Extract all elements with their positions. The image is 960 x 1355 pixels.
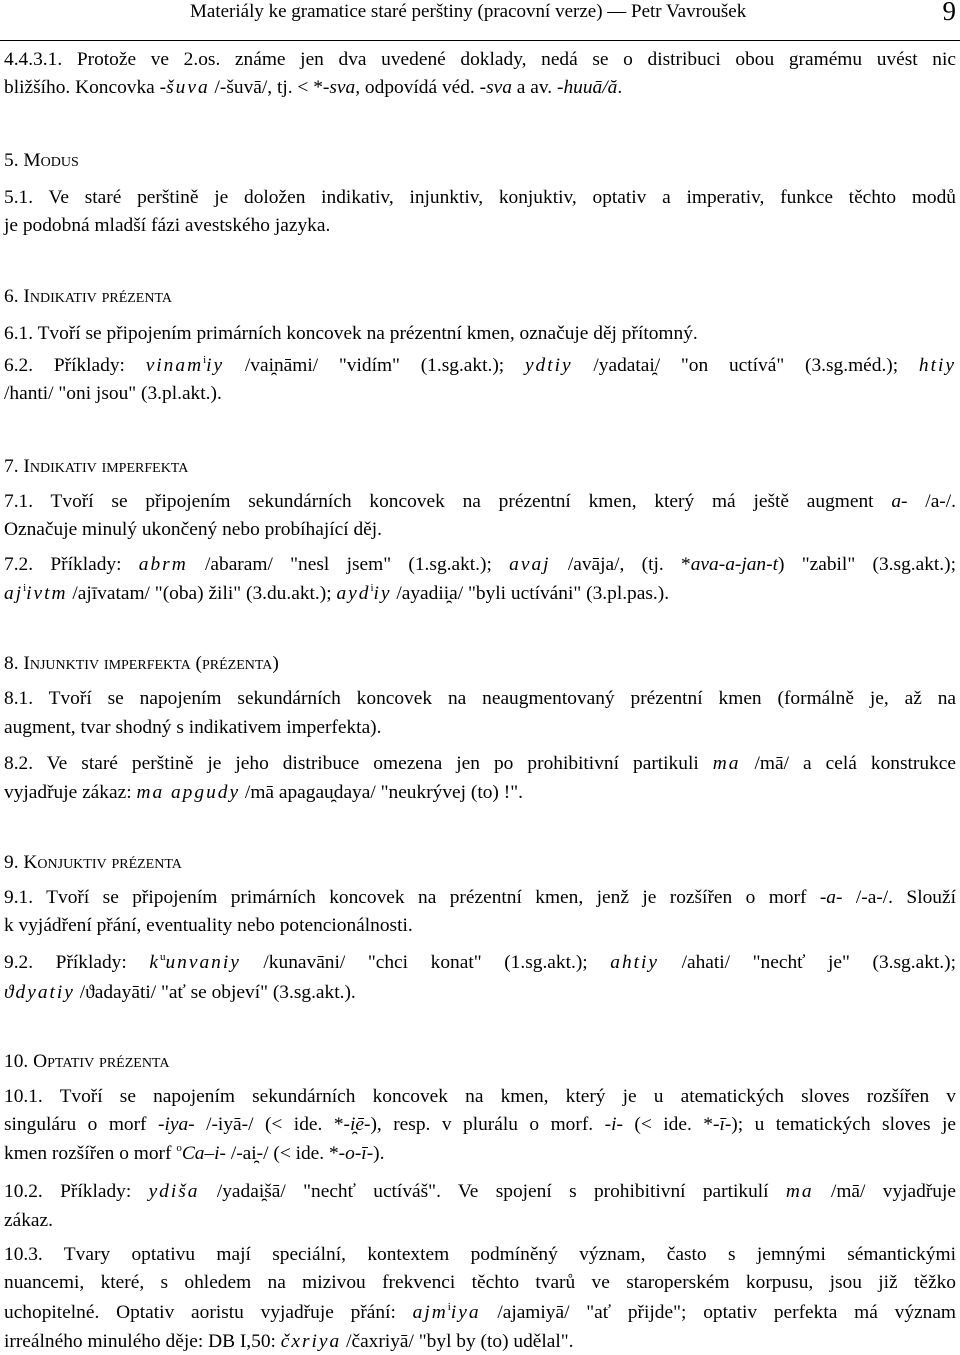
page-number: 9 (942, 0, 956, 26)
paragraph-9-1-line-1: 9.1. Tvoří se připojením primárních koncovek na prézentní kmen, jenž je rozšířen o morf -a- /-a-/. Slouží (4, 887, 956, 908)
paragraph-7-1-line-1: 7.1. Tvoří se připojením sekundárních koncovek na prézentní kmen, který má ještě augment a- /a-/. (4, 491, 956, 512)
paragraph-10-1-line-3: kmen rozšířen o morf $^o$Ca–i- /-ai̯-/ (< ide. *-o-ī-). (4, 1142, 385, 1164)
paragraph-10-3-line-4: irreálného minulého děje: DB I,50: čxriya /čaxriyā/ "byl by (to) udělal". (4, 1331, 574, 1352)
section-heading-8: 8. Injunktiv imperfekta (prézenta) (4, 653, 279, 674)
paragraph-10-3-line-1: 10.3. Tvary optativu mají speciální, kontextem podmíněný význam, často s jemnými sémantickými (4, 1244, 956, 1265)
paragraph-10-2-line-2: zákaz. (4, 1210, 53, 1231)
paragraph-10-3-line-2: nuancemi, které, s ohledem na mizivou frekvenci těchto tvarů ve staroperském korpusu, jsou již těžko (4, 1272, 956, 1293)
paragraph-4-4-3-1-line-1: 4.4.3.1. Protože ve 2.os. známe jen dva uvedené doklady, nedá se o distribuci obou gramému uvést nic (4, 49, 956, 70)
section-heading-6: 6. Indikativ prézenta (4, 286, 173, 307)
running-header (0, 0, 960, 41)
section-heading-10: 10. Optativ prézenta (4, 1051, 170, 1072)
paragraph-8-2-line-2: vyjadřuje zákaz: ma apgudy /mā apagau̯daya/ "neukrývej (to) !". (4, 782, 523, 803)
paragraph-9-2-line-1: 9.2. Příklady: $k^uunvaniy$ /kunavāni/ "chci konat" (1.sg.akt.); ahtiy /ahati/ "nechť je" (3.sg.akt.); (4, 951, 956, 973)
paragraph-10-1-line-2: singuláru o morf -iya- /-iyā-/ (< ide. *-i̯ē-), resp. v plurálu o morf. -i- (< ide. *-ī-); u tematických sloves je (4, 1114, 956, 1135)
paragraph-8-1-line-1: 8.1. Tvoří se napojením sekundárních koncovek na neaugmentovaný prézentní kmen (formálně je, až na (4, 688, 956, 709)
section-heading-7: 7. Indikativ imperfekta (4, 456, 189, 477)
paragraph-7-2-line-1: 7.2. Příklady: abrm /abaram/ "nesl jsem" (1.sg.akt.); avaj /avāja/, (tj. *ava-a-jan-t) "zabil" (3.sg.akt.); (4, 554, 956, 575)
paragraph-8-2-line-1: 8.2. Ve staré perštině je jeho distribuce omezena jen po prohibitivní partikuli ma /mā/ a celá konstrukce (4, 753, 956, 774)
paragraph-10-1-line-1: 10.1. Tvoří se napojením sekundárních koncovek na kmen, který je u atematických sloves rozšířen v (4, 1086, 956, 1107)
section-heading-5: 5. Modus (4, 150, 79, 171)
paragraph-5-1-line-1: 5.1. Ve staré perštině je doložen indikativ, injunktiv, konjuktiv, optativ a imperativ, funkce těchto modů (4, 187, 956, 208)
paragraph-4-4-3-1-line-2: bližšího. Koncovka -šuva /-šuvā/, tj. < *-sva, odpovídá véd. -sva a av. -huuā/ă. (4, 77, 623, 98)
paragraph-10-3-line-3: uchopitelné. Optativ aoristu vyjadřuje přání: ajm$^i$iya /ajamiyā/ "ať přijde"; optativ perfekta má význam (4, 1301, 957, 1323)
paragraph-7-2-line-2: $aj^iivtm$ /ajīvatam/ "(oba) žili" (3.du.akt.); ayd$^i$iy /ayadii̯a/ "byli uctíváni" (3.pl.pas.). (4, 582, 670, 604)
paragraph-7-1-line-2: Označuje minulý ukončený nebo probíhající děj. (4, 519, 383, 540)
paragraph-8-1-line-2: augment, tvar shodný s indikativem imperfekta). (4, 717, 382, 738)
paragraph-6-2-line-1: 6.2. Příklady: vinam$^i$iy /vai̯nāmi/ "vidím" (1.sg.akt.); ydtiy /yadatai̯/ "on uctívá" (3.sg.méd.); htiy (4, 354, 956, 376)
paragraph-9-2-line-2: ϑdyatiy /ϑadayāti/ "ať se objeví" (3.sg.akt.). (4, 982, 356, 1003)
paragraph-10-2-line-1: 10.2. Příklady: ydiša /yadai̯šā/ "nechť uctíváš". Ve spojení s prohibitivní partikulí ma /mā/ vyjadřuje (4, 1181, 956, 1202)
paragraph-6-1: 6.1. Tvoří se připojením primárních koncovek na prézentní kmen, označuje děj přítomný. (4, 323, 698, 344)
section-heading-9: 9. Konjuktiv prézenta (4, 852, 182, 873)
paragraph-9-1-line-2: k vyjádření přání, eventuality nebo potencionálnosti. (4, 915, 413, 936)
header-title: Materiály ke gramatice staré perštiny (pracovní verze) — Petr Vavroušek (190, 1, 747, 22)
paragraph-6-2-line-2: /hanti/ "oni jsou" (3.pl.akt.). (4, 383, 222, 404)
paragraph-5-1-line-2: je podobná mladší fázi avestského jazyka. (4, 215, 331, 236)
